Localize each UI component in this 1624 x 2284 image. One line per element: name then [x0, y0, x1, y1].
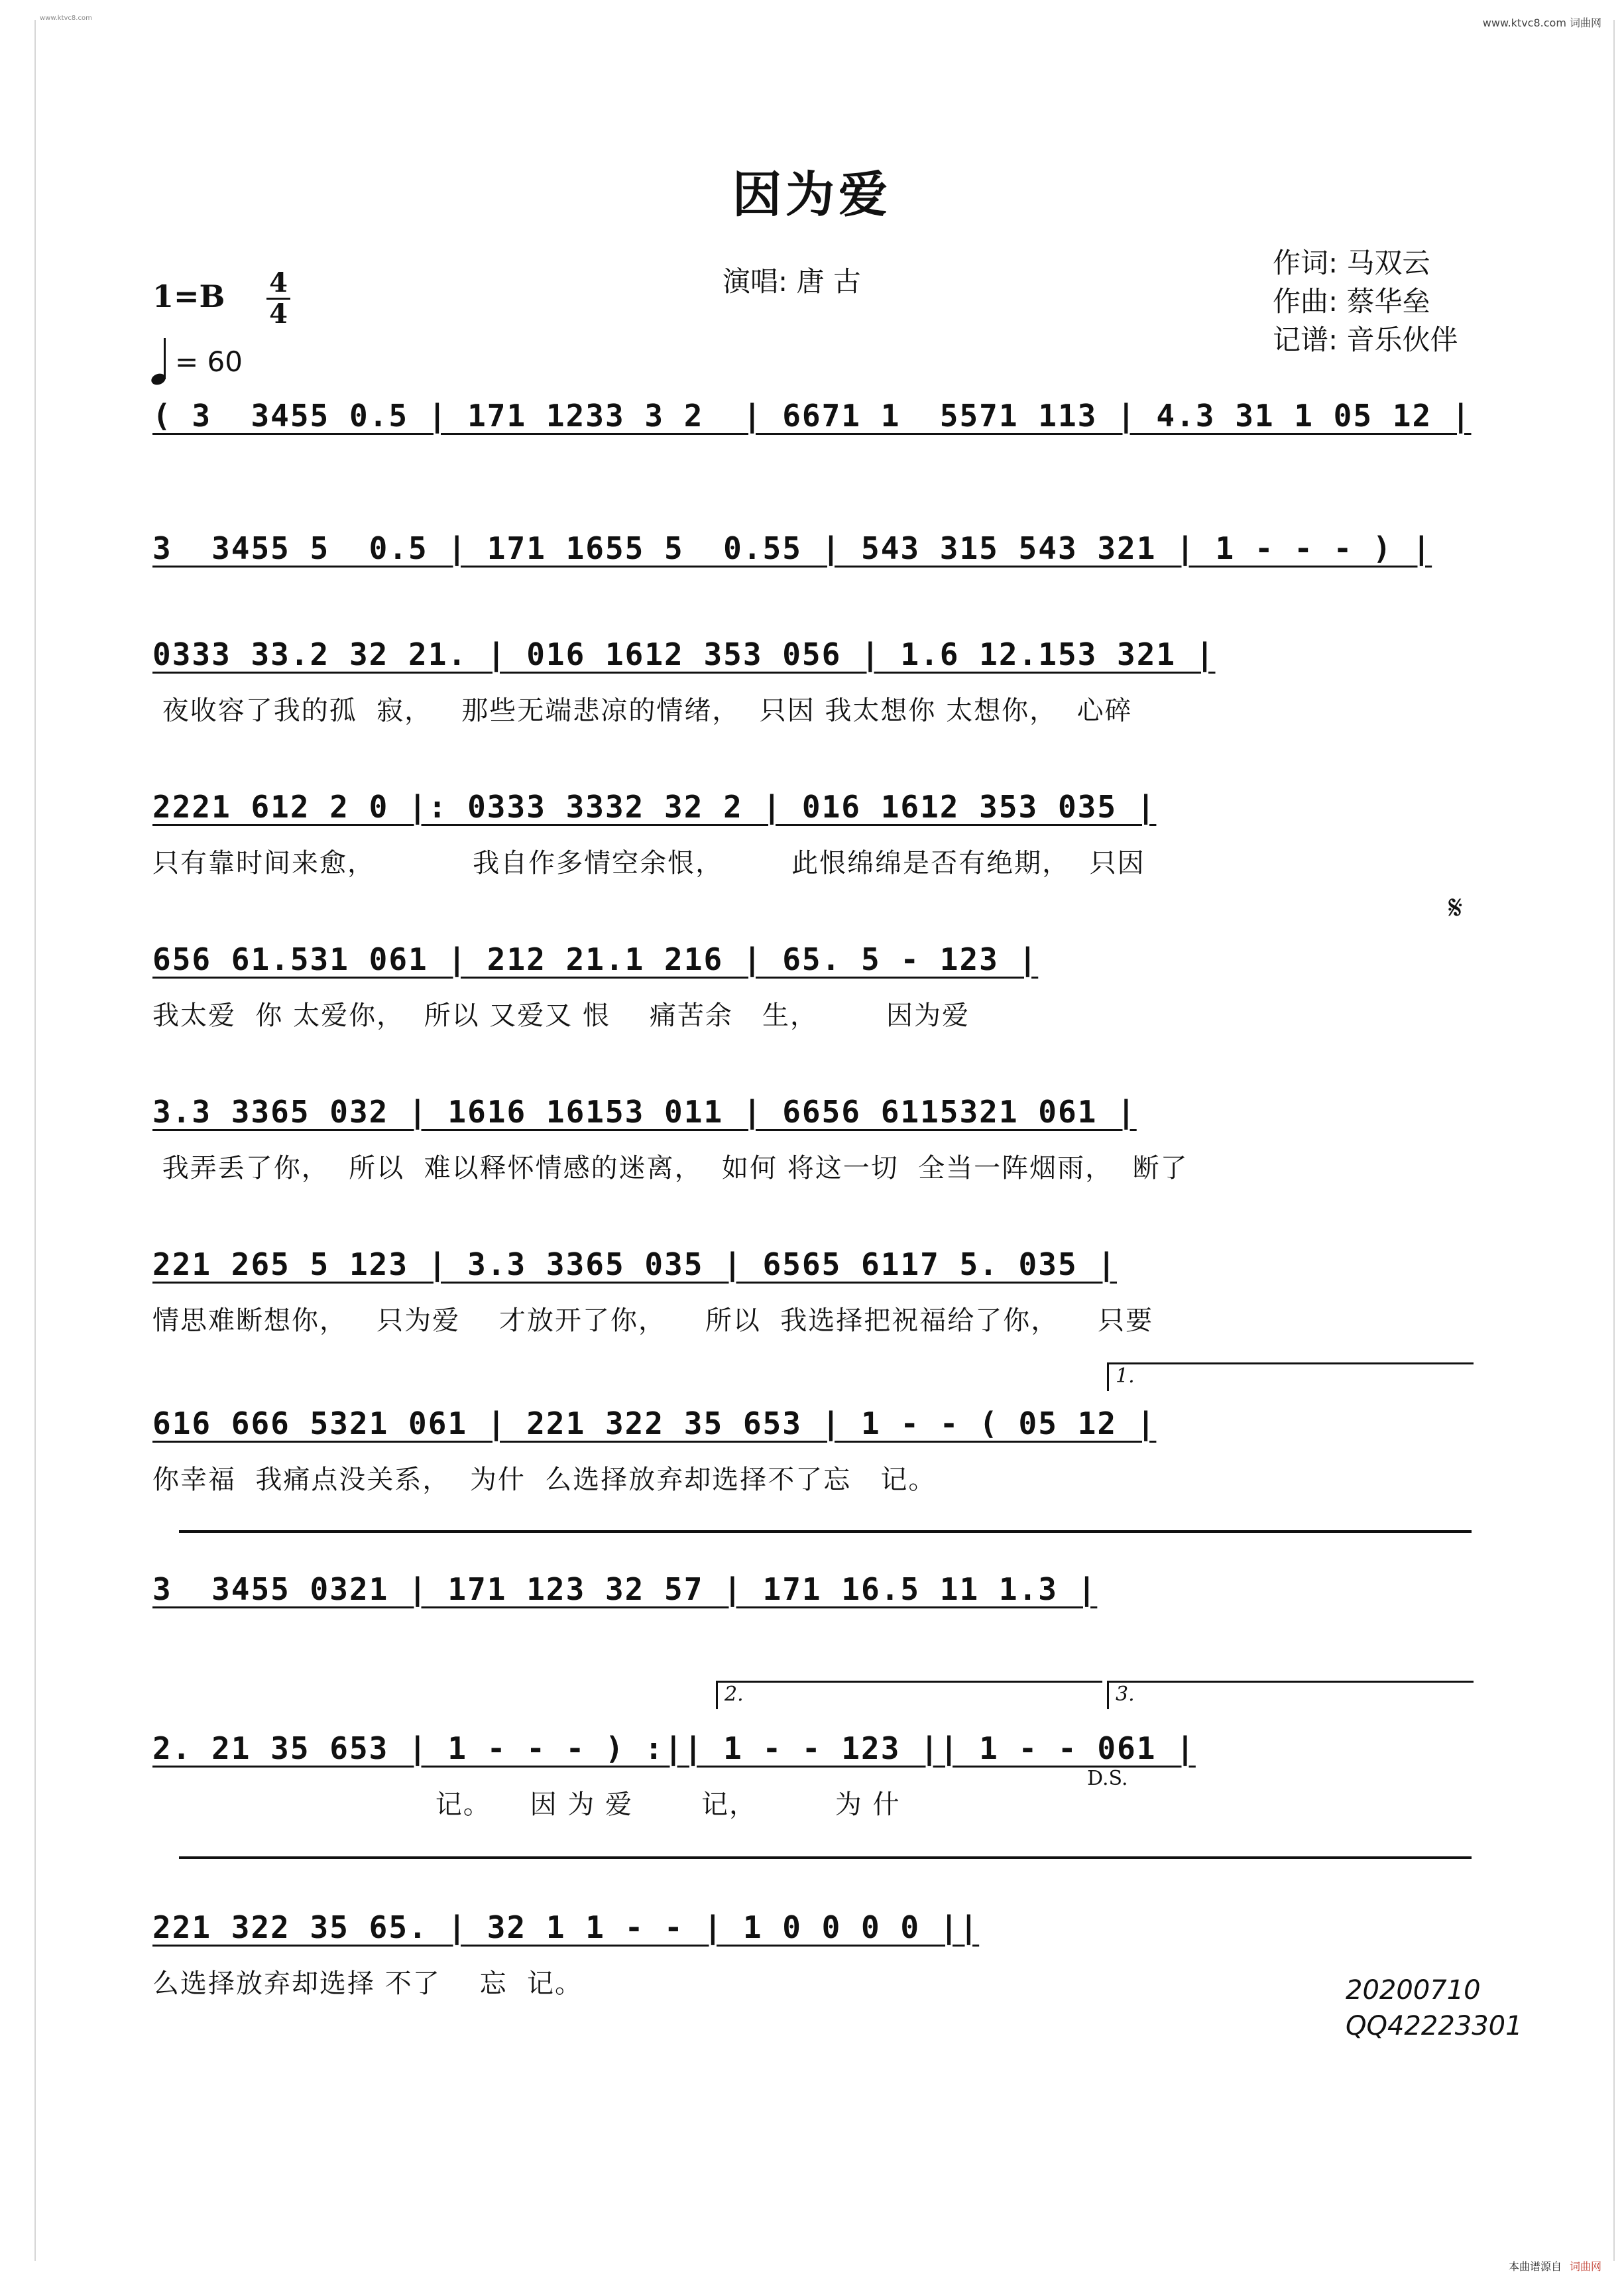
notation-line: 3 3455 5 0.5 | 171 1655 5 0.55 | 543 315 543 321 | 1 - - - ) |: [152, 530, 1432, 566]
singer-credit: 演唱: 唐 古: [723, 265, 861, 298]
notation-line: 616 666 5321 061 | 221 322 35 653 | 1 - - ( 05 12 |: [152, 1406, 1157, 1441]
lyric-line: 记。 因 为 爱 记， 为 什: [152, 1789, 901, 1820]
meter-top: 4: [269, 267, 288, 298]
lyric-line: 你幸福 我痛点没关系， 为什 么选择放弃却选择不了忘 记。: [152, 1465, 937, 1495]
score-row: [152, 398, 1478, 434]
footer-note: 本曲谱源自: [1508, 2260, 1562, 2273]
key-signature: 1=B: [152, 278, 225, 314]
score-row: [152, 636, 1478, 727]
notation-line: ( 3 3455 0.5 | 171 1233 3 2 | 6671 1 5571 113 | 4.3 31 1 05 12 |: [152, 398, 1472, 434]
quarter-note-icon: [151, 338, 171, 385]
notation-line: 3.3 3365 032 | 1616 16153 011 | 6656 6115321 061 |: [152, 1094, 1137, 1130]
score-row: [152, 530, 1478, 566]
tempo-marking: [151, 338, 243, 385]
score-row: [152, 789, 1478, 880]
volta-3-label: 3.: [1116, 1683, 1135, 1706]
notation-line: 0333 33.2 32 21. | 016 1612 353 056 | 1.6 12.153 321 |: [152, 636, 1216, 672]
footer-date-block: [1346, 1972, 1523, 2044]
score-row: [152, 1094, 1478, 1185]
score-row: [152, 1246, 1478, 1337]
transcriber-credit: 记谱: 音乐伙伴: [1273, 324, 1458, 356]
site-watermark-left: www.ktvc8.com: [40, 15, 92, 22]
segno-icon: 𝄋: [1448, 888, 1463, 927]
volta-3: [1107, 1681, 1474, 1709]
score-row: [152, 1571, 1478, 1607]
lyric-line: 我太爱 你 太爱你， 所以 又爱又 恨 痛苦余 生， 因为爱: [152, 1000, 970, 1031]
notation-line: 2. 21 35 653 | 1 - - - ) :|| 1 - - 123 || 1 - - 061 |: [152, 1730, 1196, 1766]
notation-line: 656 61.531 061 | 212 21.1 216 | 65. 5 - 123 |: [152, 941, 1039, 977]
notation-line: 3 3455 0321 | 171 123 32 57 | 171 16.5 11 1.3 |: [152, 1571, 1098, 1607]
score-row: [152, 1909, 1478, 2000]
transcription-date: 20200710: [1346, 1975, 1481, 2006]
tempo-value: = 60: [175, 345, 243, 378]
score-row: [152, 941, 1478, 1032]
volta-2-label: 2.: [725, 1683, 744, 1706]
volta-1-label: 1.: [1116, 1364, 1135, 1388]
composer-credit: 作曲: 蔡华垒: [1273, 285, 1430, 318]
system-rule-2: [179, 1856, 1472, 1859]
score-row: [152, 1406, 1478, 1496]
volta-1: [1107, 1362, 1474, 1391]
notation-line: 221 322 35 65. | 32 1 1 - - | 1 0 0 0 0 ||: [152, 1909, 980, 1945]
lyric-line: 么选择放弃却选择 不了 忘 记。: [152, 1968, 583, 1999]
footer-brand: 词曲网: [1569, 2260, 1601, 2273]
score-row: [152, 1730, 1478, 1821]
lyric-line: 只有靠时间来愈， 我自作多情空余恨， 此恨绵绵是否有绝期， 只因: [152, 848, 1145, 878]
lyric-line: 情思难断想你， 只为爱 才放开了你， 所以 我选择把祝福给了你， 只要: [152, 1305, 1154, 1336]
lyric-line: 夜收容了我的孤 寂， 那些无端悲凉的情绪， 只因 我太想你 太想你， 心碎: [152, 695, 1133, 726]
ds-marking: D.S.: [1087, 1767, 1128, 1790]
lyric-line: 我弄丢了你， 所以 难以释怀情感的迷离， 如何 将这一切 全当一阵烟雨， 断了: [152, 1153, 1189, 1183]
site-watermark-right: www.ktvc8.com 词曲网: [1482, 17, 1601, 29]
notation-line: 221 265 5 123 | 3.3 3365 035 | 6565 6117 5. 035 |: [152, 1246, 1118, 1282]
system-rule-1: [179, 1530, 1472, 1533]
meter-bottom: 4: [269, 298, 288, 330]
notation-line: 2221 612 2 0 |: 0333 3332 32 2 | 016 1612 353 035 |: [152, 789, 1157, 825]
song-title: 因为爱: [732, 166, 892, 223]
time-signature: [265, 269, 292, 329]
transcriber-qq: QQ42223301: [1346, 2011, 1523, 2041]
volta-2: [716, 1681, 1102, 1709]
lyricist-credit: 作词: 马双云: [1273, 247, 1430, 279]
credits-block: [1273, 244, 1458, 359]
site-footer: [1509, 2258, 1601, 2273]
